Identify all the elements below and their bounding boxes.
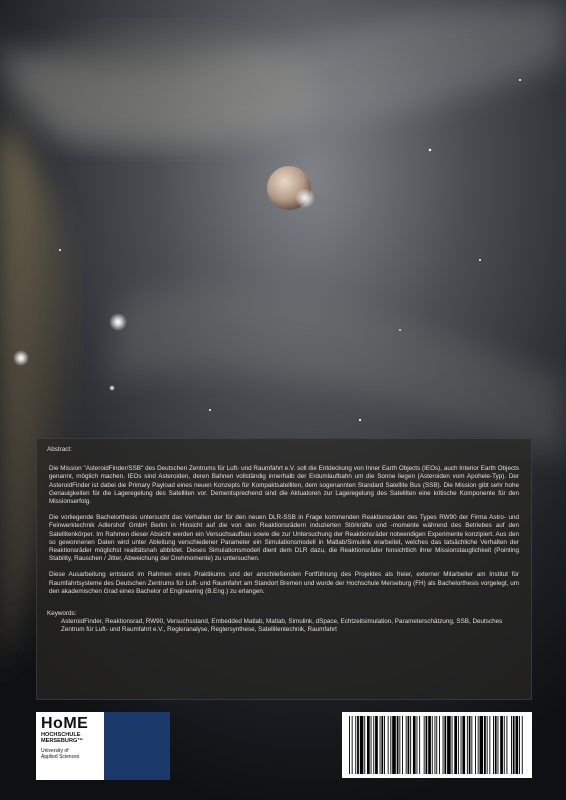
barcode-bar <box>419 716 420 774</box>
barcode-bar <box>402 716 403 774</box>
barcode-bar <box>406 716 407 774</box>
barcode-bar <box>432 716 433 774</box>
barcode-bar <box>487 716 488 774</box>
barcode-bar <box>392 716 396 774</box>
barcode-bar <box>428 716 431 774</box>
barcode-bar <box>410 716 411 774</box>
logo-subtitle-2: Applied Sciences <box>41 753 80 760</box>
barcode-bar <box>500 716 503 774</box>
abstract-heading: Abstract: <box>47 446 72 453</box>
barcode-bar <box>381 716 383 774</box>
barcode-bar <box>452 716 453 774</box>
barcode-bar <box>439 716 440 774</box>
barcode-bar <box>426 716 428 774</box>
barcode-bar <box>380 716 381 774</box>
university-logo <box>36 712 104 780</box>
barcode-bar <box>384 716 385 774</box>
barcode-bar <box>498 716 499 774</box>
barcode-bar <box>424 716 425 774</box>
barcode-bar <box>484 716 486 774</box>
logo-trademark: ™ <box>77 738 83 745</box>
barcode-bar <box>462 716 465 774</box>
barcode-bar <box>458 716 459 774</box>
keywords-text: AsteroidFinder, Reaktionsrad, RW90, Versuchsstand, Embedded Matlab, Matlab, Simulink, dSpace, Echtzeitsimulation, Parameterschätzung, SSB, Deutsches Zentrum für Luft- und Raumfahrt e.V., Regleranalyse, Reglersynthese, Satellitentechnik, Raumfahrt <box>61 618 503 634</box>
abstract-panel <box>36 438 532 700</box>
barcode-bar <box>349 716 350 774</box>
barcode-bar <box>373 716 374 774</box>
barcode-bar <box>516 716 519 774</box>
barcode-bar <box>471 716 472 774</box>
barcode-bar <box>357 716 359 774</box>
barcode-bar <box>436 716 437 774</box>
logo-line-2 <box>41 738 99 744</box>
barcode-bar <box>413 716 416 774</box>
barcode-bar <box>375 716 378 774</box>
barcode-bar <box>507 716 508 774</box>
barcode-bar <box>443 716 444 774</box>
abstract-paragraph-1: Die Mission "AsteroidFinder/SSB" des Deutschen Zentrums für Luft- und Raumfahrt e.V. soll die Entdeckung von Inner Earth Objects (IEOs), auch Interior Earth Objects genannt, möglich machen. IEOs sind Asteroiden, deren Bahnen vollständig innerhalb der Erdumlaufbahn um die Sonne liegen (Asteroiden vom Apohele-Typ). Der AsteroidFinder ist dabei die Primary Payload eines neuen Konzepts für Kompaktsatelliten, dem sogenannten Standard Satellite Bus (SSB). Die Mission gibt sehr hohe Genauigkeiten für die Lageregelung des Satelliten vor. Dementsprechend sind die Aktuatoren zur Lageregelung des Satelliten eine kritische Komponente für den Missionserfolg. <box>49 465 519 506</box>
barcode-bar <box>519 716 520 774</box>
logo-mark: HoME <box>41 715 89 732</box>
abstract-paragraph-2: Die vorliegende Bachelorthesis untersucht das Verhalten der für den neuen DLR-SSB in Frage kommenden Reaktionsräder des Types RW90 der Firma Astro- und Feinwerktechnik Adlershof GmbH Berlin in Hinsicht auf die von den Reaktionsrädern induzierten Störkräfte und -momente während des Betriebes auf den Satellitenkörper. Im Rahmen dieser Absicht werden ein Versuchsaufbau sowie die zur Untersuchung der Reaktionsräder notwendigen Experimente konzipiert. Aus den so gewonnenen Daten wird unter Ableitung verschiedener Parameter ein Simulationsmodell in Matlab/Simulink erarbeitet, welches das tatsächliche Verhalten der Reaktionsräder möglichst realitätsnah abbildet. Dieses Simulationsmodell dient dem DLR dazu, die Reaktionsräder hinsichtlich ihrer Missionstauglichkeit (Pointing Stability, Rauschen / Jitter, Abweichung der Drehmomente) zu untersuchen. <box>49 514 519 563</box>
barcode-bar <box>435 716 436 774</box>
barcode-bar <box>367 716 370 774</box>
barcode-bar <box>390 716 391 774</box>
barcode-bar <box>408 716 410 774</box>
barcode-bar <box>364 716 365 774</box>
barcode-bar <box>444 716 446 774</box>
barcode-bar <box>461 716 462 774</box>
barcode-bar <box>511 716 512 774</box>
barcode-bar <box>469 716 471 774</box>
barcode-bar <box>371 716 372 774</box>
barcode-bar <box>480 716 484 774</box>
barcode-bar <box>478 716 479 774</box>
barcode-icon <box>347 716 527 774</box>
logo-line-1: HOCHSCHULE <box>41 732 81 738</box>
logo-line-2-text: MERSEBURG <box>41 738 78 745</box>
barcode-bar <box>352 716 353 774</box>
barcode-bar <box>513 716 515 774</box>
barcode-bar <box>454 716 457 774</box>
barcode-bar <box>495 716 497 774</box>
barcode-bar <box>475 716 476 774</box>
barcode-bar <box>467 716 468 774</box>
barcode-bar <box>489 716 490 774</box>
barcode-bar <box>360 716 364 774</box>
barcode-bar <box>397 716 399 774</box>
logo-subtitle-1: University of <box>41 747 69 754</box>
logo-subtitle <box>41 748 99 760</box>
logo-blue-block <box>104 712 170 780</box>
barcode-bar <box>355 716 356 774</box>
barcode-bar <box>522 716 523 774</box>
barcode-bar <box>388 716 389 774</box>
barcode-bar <box>417 716 418 774</box>
barcode-bar <box>447 716 451 774</box>
barcode-bar <box>493 716 494 774</box>
abstract-paragraph-3: Diese Ausarbeitung entstand im Rahmen eines Praktikums und der anschließenden Fortführung des Projektes als freier, externer Mitarbeiter am Institut für Raumfahrtsysteme des Deutschen Zentrums für Luft- und Raumfahrt am Standort Bremen und wurde der Hochschule Merseburg (FH) als Bachelorthesis vorgelegt, um den akademischen Grad eines Bachelor of Engineering (B.Eng.) zu erlangen. <box>49 571 519 595</box>
barcode <box>342 712 532 778</box>
keywords-heading: Keywords: <box>47 610 77 618</box>
barcode-bar <box>399 716 400 774</box>
barcode-bar <box>504 716 505 774</box>
